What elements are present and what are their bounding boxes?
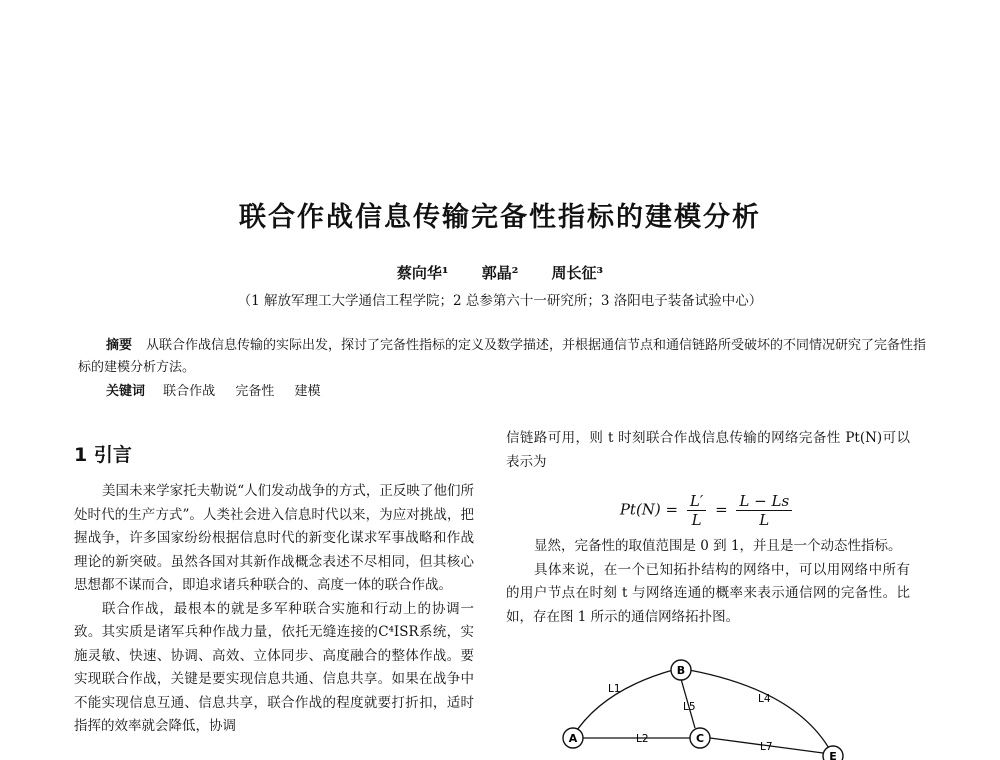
node-label-c: C bbox=[695, 732, 705, 745]
right-paragraph-2: 显然，完备性的取值范围是 0 到 1，并且是一个动态性指标。 bbox=[534, 538, 902, 554]
edge-label-l4: L4 bbox=[758, 693, 771, 705]
abstract bbox=[78, 335, 928, 379]
keyword-1: 联合作战 bbox=[163, 384, 216, 399]
formula-lhs: Pt(N) = bbox=[619, 500, 679, 519]
fraction-1 bbox=[687, 492, 706, 529]
intro-paragraph-1: 美国未来学家托夫勒说“人们发动战争的方式，正反映了他们所处时代的生产方式”。人类社会进入信息时代以来，为应对挑战，把握战争，许多国家纷纷根据信息时代的新变化谋求军事战略和作战理论的新突破。虽然各国对其新作战概念表述不尽相同，但其核心思想都不谋而合，即追求诸兵种联合的、高度一体的联合作战。 bbox=[74, 483, 474, 593]
left-column bbox=[74, 480, 474, 739]
keyword-2: 完备性 bbox=[235, 384, 275, 399]
fraction-2-numerator: L − Ls bbox=[736, 492, 792, 511]
fraction-1-denominator: L bbox=[691, 511, 702, 529]
author-2: 郭晶² bbox=[481, 264, 519, 282]
keywords-label: 关键词 bbox=[106, 384, 146, 399]
edge-label-l2: L2 bbox=[636, 733, 649, 745]
section-heading: 1 引言 bbox=[74, 444, 132, 466]
fraction-1-numerator: L′ bbox=[687, 492, 706, 511]
edge-label-l5: L5 bbox=[683, 701, 696, 713]
right-paragraph-1: 信链路可用，则 t 时刻联合作战信息传输的网络完备性 Pt(N)可以表示为 bbox=[506, 430, 910, 470]
author-3: 周长征³ bbox=[551, 264, 604, 282]
fraction-2-denominator: L bbox=[759, 511, 770, 529]
edge-label-l1: L1 bbox=[608, 683, 621, 695]
node-label-e: E bbox=[829, 750, 837, 760]
edge-l1 bbox=[573, 670, 673, 736]
author-list bbox=[0, 262, 1000, 283]
fraction-2 bbox=[736, 492, 792, 529]
right-column-body bbox=[506, 535, 910, 629]
node-label-a: A bbox=[568, 732, 578, 745]
node-label-b: B bbox=[676, 664, 686, 677]
right-paragraph-3: 具体来说，在一个已知拓扑结构的网络中，可以用网络中所有的用户节点在时刻 t 与网络连通的概率来表示通信网的完备性。比如，存在图 1 所示的通信网络拓扑图。 bbox=[506, 561, 910, 625]
abstract-label: 摘要 bbox=[106, 338, 133, 353]
keywords bbox=[106, 380, 320, 399]
paper-title: 联合作战信息传输完备性指标的建模分析 bbox=[239, 202, 761, 233]
edge-label-l7: L7 bbox=[760, 741, 773, 753]
formula-equals: = bbox=[715, 500, 728, 519]
completeness-formula bbox=[506, 492, 910, 529]
abstract-text: 从联合作战信息传输的实际出发，探讨了完备性指标的定义及数学描述，并根据通信节点和通信链路所受破坏的不同情况研究了完备性指标的建模分析方法。 bbox=[78, 338, 927, 375]
affiliations: （1 解放军理工大学通信工程学院；2 总参第六十一研究所；3 洛阳电子装备试验中心） bbox=[237, 293, 763, 309]
right-column-top bbox=[506, 427, 910, 474]
author-1: 蔡向华¹ bbox=[396, 264, 449, 282]
intro-paragraph-2: 联合作战，最根本的就是多军种联合实施和行动上的协调一致。其实质是诸军兵种作战力量，依托无缝连接的C⁴ISR系统，实施灵敏、快速、协调、高效、立体同步、高度融合的整体作战。要实现联合作战，关键是要实现信息共通、信息共享。如果在战争中不能实现信息互通、信息共享，联合作战的程度就要打折扣，适时指挥的效率就会降低，协调 bbox=[74, 600, 474, 734]
keyword-3: 建模 bbox=[294, 384, 321, 399]
network-topology-figure bbox=[540, 650, 860, 760]
